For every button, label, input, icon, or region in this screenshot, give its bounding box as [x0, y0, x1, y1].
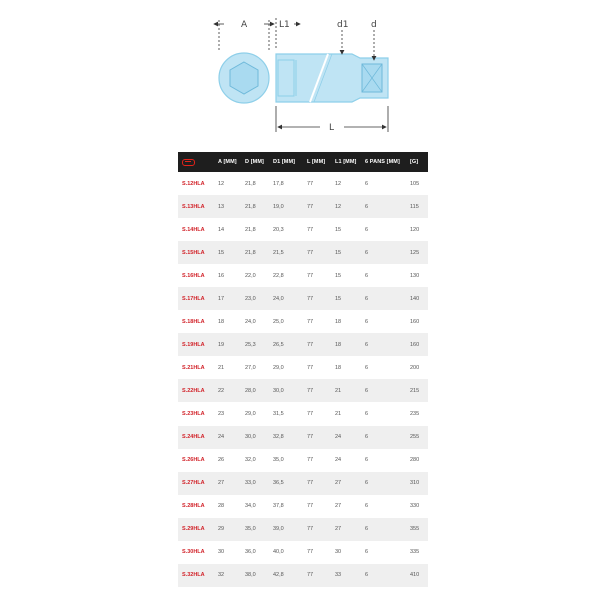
cell-weight: 115 [406, 195, 428, 218]
cell-weight: 125 [406, 241, 428, 264]
dim-label-d1: d1 [337, 20, 349, 30]
cell-6-pans: 6 [361, 472, 406, 495]
dim-label-d: d [371, 20, 377, 30]
cell-6-pans: 6 [361, 195, 406, 218]
cell-l1: 30 [331, 541, 361, 564]
cell-6-pans: 6 [361, 264, 406, 287]
cell-l: 77 [303, 449, 331, 472]
cell-a: 22 [214, 379, 241, 402]
cell-a: 19 [214, 333, 241, 356]
table-row [178, 426, 428, 449]
cell-l1: 18 [331, 356, 361, 379]
cell-l1: 15 [331, 241, 361, 264]
cell-6-pans: 6 [361, 564, 406, 587]
cell-ref[interactable]: S.16HLA [178, 264, 214, 287]
cell-l1: 18 [331, 310, 361, 333]
cell-weight: 280 [406, 449, 428, 472]
cell-l1: 33 [331, 564, 361, 587]
cell-l: 77 [303, 241, 331, 264]
cell-d1: 35,0 [269, 449, 303, 472]
header-d: D [MM] [241, 152, 269, 172]
cell-d: 34,0 [241, 495, 269, 518]
table-row [178, 495, 428, 518]
cell-ref[interactable]: S.27HLA [178, 472, 214, 495]
header-d1: D1 [MM] [269, 152, 303, 172]
cell-6-pans: 6 [361, 241, 406, 264]
table-row [178, 356, 428, 379]
cell-l: 77 [303, 564, 331, 587]
cell-ref[interactable]: S.15HLA [178, 241, 214, 264]
cell-d1: 29,0 [269, 356, 303, 379]
cell-weight: 330 [406, 495, 428, 518]
cell-weight: 120 [406, 218, 428, 241]
cell-a: 28 [214, 495, 241, 518]
red-logo-icon [182, 159, 195, 166]
cell-6-pans: 6 [361, 310, 406, 333]
cell-d: 25,3 [241, 333, 269, 356]
cell-6-pans: 6 [361, 449, 406, 472]
cell-d1: 24,0 [269, 287, 303, 310]
cell-a: 14 [214, 218, 241, 241]
cell-a: 12 [214, 172, 241, 195]
cell-l: 77 [303, 172, 331, 195]
cell-weight: 355 [406, 518, 428, 541]
cell-a: 18 [214, 310, 241, 333]
cell-ref[interactable]: S.18HLA [178, 310, 214, 333]
cell-l: 77 [303, 379, 331, 402]
header-a: A [MM] [214, 152, 241, 172]
table-row [178, 218, 428, 241]
cell-a: 13 [214, 195, 241, 218]
cell-6-pans: 6 [361, 541, 406, 564]
brand-logo [178, 152, 214, 172]
cell-a: 15 [214, 241, 241, 264]
cell-d: 36,0 [241, 541, 269, 564]
cell-6-pans: 6 [361, 333, 406, 356]
cell-l1: 18 [331, 333, 361, 356]
cell-d: 28,0 [241, 379, 269, 402]
cell-a: 23 [214, 402, 241, 425]
table-row [178, 518, 428, 541]
cell-ref[interactable]: S.21HLA [178, 356, 214, 379]
cell-d: 32,0 [241, 449, 269, 472]
cell-6-pans: 6 [361, 518, 406, 541]
cell-l1: 27 [331, 495, 361, 518]
cell-ref[interactable]: S.32HLA [178, 564, 214, 587]
cell-l1: 12 [331, 172, 361, 195]
cell-weight: 410 [406, 564, 428, 587]
header-l: L [MM] [303, 152, 331, 172]
table-row [178, 264, 428, 287]
cell-d: 21,8 [241, 195, 269, 218]
cell-a: 24 [214, 426, 241, 449]
cell-a: 26 [214, 449, 241, 472]
table-row [178, 333, 428, 356]
cell-ref[interactable]: S.14HLA [178, 218, 214, 241]
cell-weight: 130 [406, 264, 428, 287]
cell-ref[interactable]: S.28HLA [178, 495, 214, 518]
cell-a: 27 [214, 472, 241, 495]
cell-d: 21,8 [241, 172, 269, 195]
table-row [178, 379, 428, 402]
cell-ref[interactable]: S.29HLA [178, 518, 214, 541]
cell-l: 77 [303, 426, 331, 449]
cell-l1: 24 [331, 449, 361, 472]
socket-dimension-diagram [0, 0, 600, 150]
cell-weight: 310 [406, 472, 428, 495]
cell-ref[interactable]: S.19HLA [178, 333, 214, 356]
cell-6-pans: 6 [361, 495, 406, 518]
cell-ref[interactable]: S.17HLA [178, 287, 214, 310]
header-l1: L1 [MM] [331, 152, 361, 172]
cell-d1: 37,8 [269, 495, 303, 518]
cell-ref[interactable]: S.23HLA [178, 402, 214, 425]
cell-weight: 200 [406, 356, 428, 379]
cell-6-pans: 6 [361, 356, 406, 379]
cell-d: 21,8 [241, 218, 269, 241]
cell-d: 24,0 [241, 310, 269, 333]
cell-l: 77 [303, 356, 331, 379]
table-row [178, 402, 428, 425]
cell-l1: 27 [331, 518, 361, 541]
cell-l1: 15 [331, 264, 361, 287]
table-row [178, 195, 428, 218]
cell-weight: 160 [406, 333, 428, 356]
table-body [178, 172, 428, 587]
cell-l1: 15 [331, 287, 361, 310]
cell-weight: 140 [406, 287, 428, 310]
cell-d1: 20,3 [269, 218, 303, 241]
cell-d: 21,8 [241, 241, 269, 264]
dim-label-l: L [329, 123, 335, 133]
cell-weight: 235 [406, 402, 428, 425]
socket-side-view [276, 54, 388, 102]
table-row [178, 241, 428, 264]
cell-l: 77 [303, 495, 331, 518]
cell-a: 21 [214, 356, 241, 379]
table-row [178, 172, 428, 195]
cell-d1: 39,0 [269, 518, 303, 541]
cell-l1: 21 [331, 402, 361, 425]
cell-weight: 255 [406, 426, 428, 449]
cell-l1: 21 [331, 379, 361, 402]
dim-label-a: A [241, 20, 248, 30]
cell-l1: 12 [331, 195, 361, 218]
cell-d1: 17,8 [269, 172, 303, 195]
cell-ref[interactable]: S.26HLA [178, 449, 214, 472]
cell-d1: 19,0 [269, 195, 303, 218]
cell-weight: 105 [406, 172, 428, 195]
cell-6-pans: 6 [361, 379, 406, 402]
cell-a: 32 [214, 564, 241, 587]
cell-ref[interactable]: S.30HLA [178, 541, 214, 564]
cell-a: 16 [214, 264, 241, 287]
cell-d1: 31,5 [269, 402, 303, 425]
cell-d: 35,0 [241, 518, 269, 541]
socket-spec-table [178, 152, 428, 587]
cell-ref[interactable]: S.13HLA [178, 195, 214, 218]
table-row [178, 472, 428, 495]
cell-d: 23,0 [241, 287, 269, 310]
cell-d: 30,0 [241, 426, 269, 449]
cell-l: 77 [303, 195, 331, 218]
cell-ref[interactable]: S.24HLA [178, 426, 214, 449]
cell-6-pans: 6 [361, 426, 406, 449]
cell-ref[interactable]: S.12HLA [178, 172, 214, 195]
dim-label-l1: L1 [279, 20, 290, 30]
cell-d1: 22,8 [269, 264, 303, 287]
cell-d: 33,0 [241, 472, 269, 495]
cell-d: 38,0 [241, 564, 269, 587]
cell-6-pans: 6 [361, 287, 406, 310]
cell-a: 30 [214, 541, 241, 564]
cell-l: 77 [303, 541, 331, 564]
cell-weight: 215 [406, 379, 428, 402]
cell-l: 77 [303, 264, 331, 287]
cell-ref[interactable]: S.22HLA [178, 379, 214, 402]
cell-a: 17 [214, 287, 241, 310]
cell-d: 29,0 [241, 402, 269, 425]
table-row [178, 449, 428, 472]
cell-d1: 36,5 [269, 472, 303, 495]
cell-d1: 30,0 [269, 379, 303, 402]
cell-l: 77 [303, 402, 331, 425]
socket-end-view [219, 53, 269, 103]
cell-l: 77 [303, 518, 331, 541]
table-row [178, 287, 428, 310]
cell-l: 77 [303, 333, 331, 356]
header-weight: [G] [406, 152, 428, 172]
cell-l1: 27 [331, 472, 361, 495]
header-6-pans: 6 PANS [MM] [361, 152, 406, 172]
table-row [178, 541, 428, 564]
cell-l: 77 [303, 472, 331, 495]
cell-weight: 160 [406, 310, 428, 333]
cell-6-pans: 6 [361, 218, 406, 241]
cell-a: 29 [214, 518, 241, 541]
cell-d1: 32,8 [269, 426, 303, 449]
cell-l1: 15 [331, 218, 361, 241]
cell-6-pans: 6 [361, 402, 406, 425]
cell-l: 77 [303, 218, 331, 241]
table-header-row [178, 152, 428, 172]
cell-6-pans: 6 [361, 172, 406, 195]
cell-d1: 21,5 [269, 241, 303, 264]
table-row [178, 310, 428, 333]
cell-l: 77 [303, 310, 331, 333]
cell-d: 22,0 [241, 264, 269, 287]
cell-d1: 40,0 [269, 541, 303, 564]
cell-d1: 26,5 [269, 333, 303, 356]
cell-weight: 335 [406, 541, 428, 564]
cell-d1: 42,8 [269, 564, 303, 587]
cell-d: 27,0 [241, 356, 269, 379]
table-row [178, 564, 428, 587]
cell-l1: 24 [331, 426, 361, 449]
cell-l: 77 [303, 287, 331, 310]
cell-d1: 25,0 [269, 310, 303, 333]
